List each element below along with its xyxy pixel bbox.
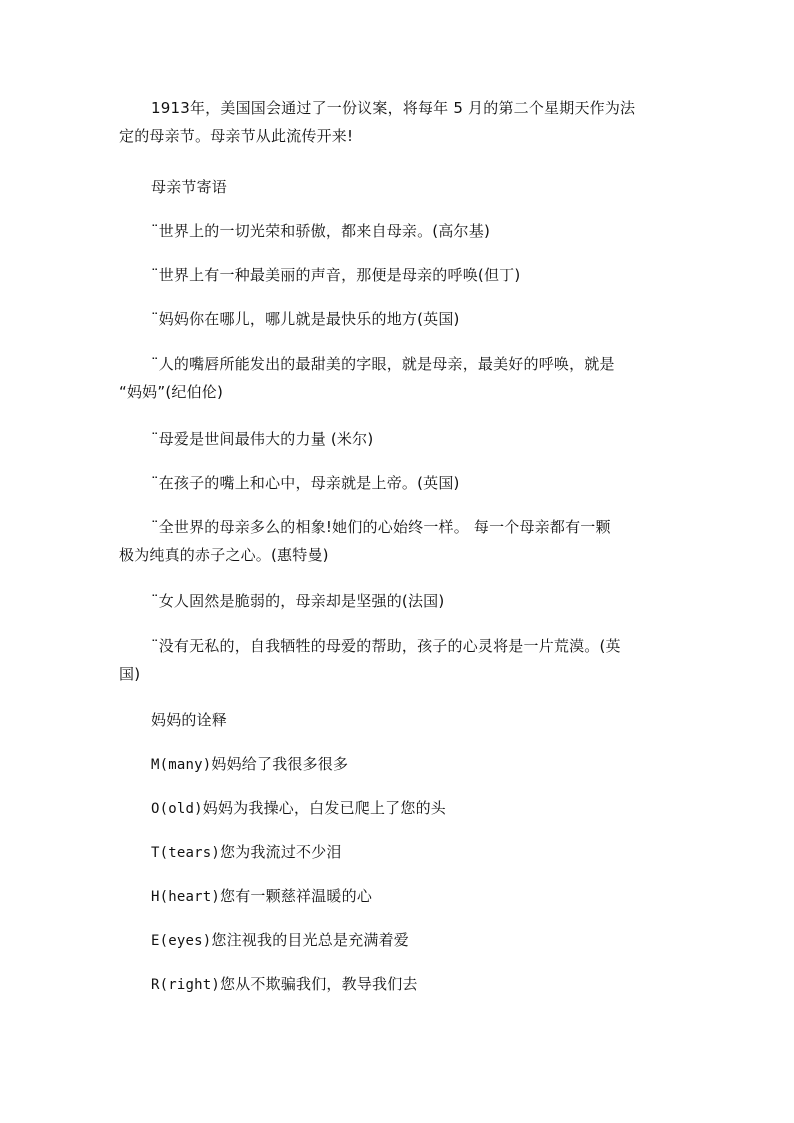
intro-paragraph [119, 94, 679, 150]
quote-item: ¨没有无私的，自我牺牲的母爱的帮助，孩子的心灵将是一片荒漠。(英 国) [119, 637, 621, 683]
section-title-mom-interpretation: 妈妈的诠释 [151, 711, 228, 729]
quote-item: ¨全世界的母亲多么的相象!她们的心始终一样。 每一个母亲都有一颗 极为纯真的赤子之心。(惠特曼) [119, 518, 611, 564]
quote-item: ¨女人固然是脆弱的，母亲却是坚强的(法国) [151, 592, 445, 610]
acrostic-line: T(tears)您为我流过不少泪 [151, 843, 342, 861]
quote-item: ¨人的嘴唇所能发出的最甜美的字眼，就是母亲，最美好的呼唤，就是 “妈妈”(纪伯伦) [119, 355, 615, 401]
quote-item: ¨在孩子的嘴上和心中，母亲就是上帝。(英国) [151, 474, 460, 492]
acrostic-line: M(many)妈妈给了我很多很多 [151, 755, 349, 773]
quote-item: ¨妈妈你在哪儿，哪儿就是最快乐的地方(英国) [151, 310, 460, 328]
quote-item: ¨世界上的一切光荣和骄傲，都来自母亲。(高尔基) [151, 222, 491, 240]
section-title-mothers-day-messages: 母亲节寄语 [151, 178, 228, 196]
intro-line-2: 定的母亲节。母亲节从此流传开来! [119, 127, 354, 145]
quote-item: ¨世界上有一种最美丽的声音，那便是母亲的呼唤(但丁) [151, 266, 521, 284]
intro-line-1: 1913年，美国国会通过了一份议案，将每年 5 月的第二个星期天作为法 [151, 99, 636, 117]
acrostic-line: H(heart)您有一颗慈祥温暖的心 [151, 887, 373, 905]
acrostic-line: R(right)您从不欺骗我们，教导我们去 [151, 975, 418, 993]
acrostic-line: E(eyes)您注视我的目光总是充满着爱 [151, 931, 410, 949]
acrostic-line: O(old)妈妈为我操心，白发已爬上了您的头 [151, 799, 446, 817]
quote-item: ¨母爱是世间最伟大的力量 (米尔) [151, 430, 374, 448]
